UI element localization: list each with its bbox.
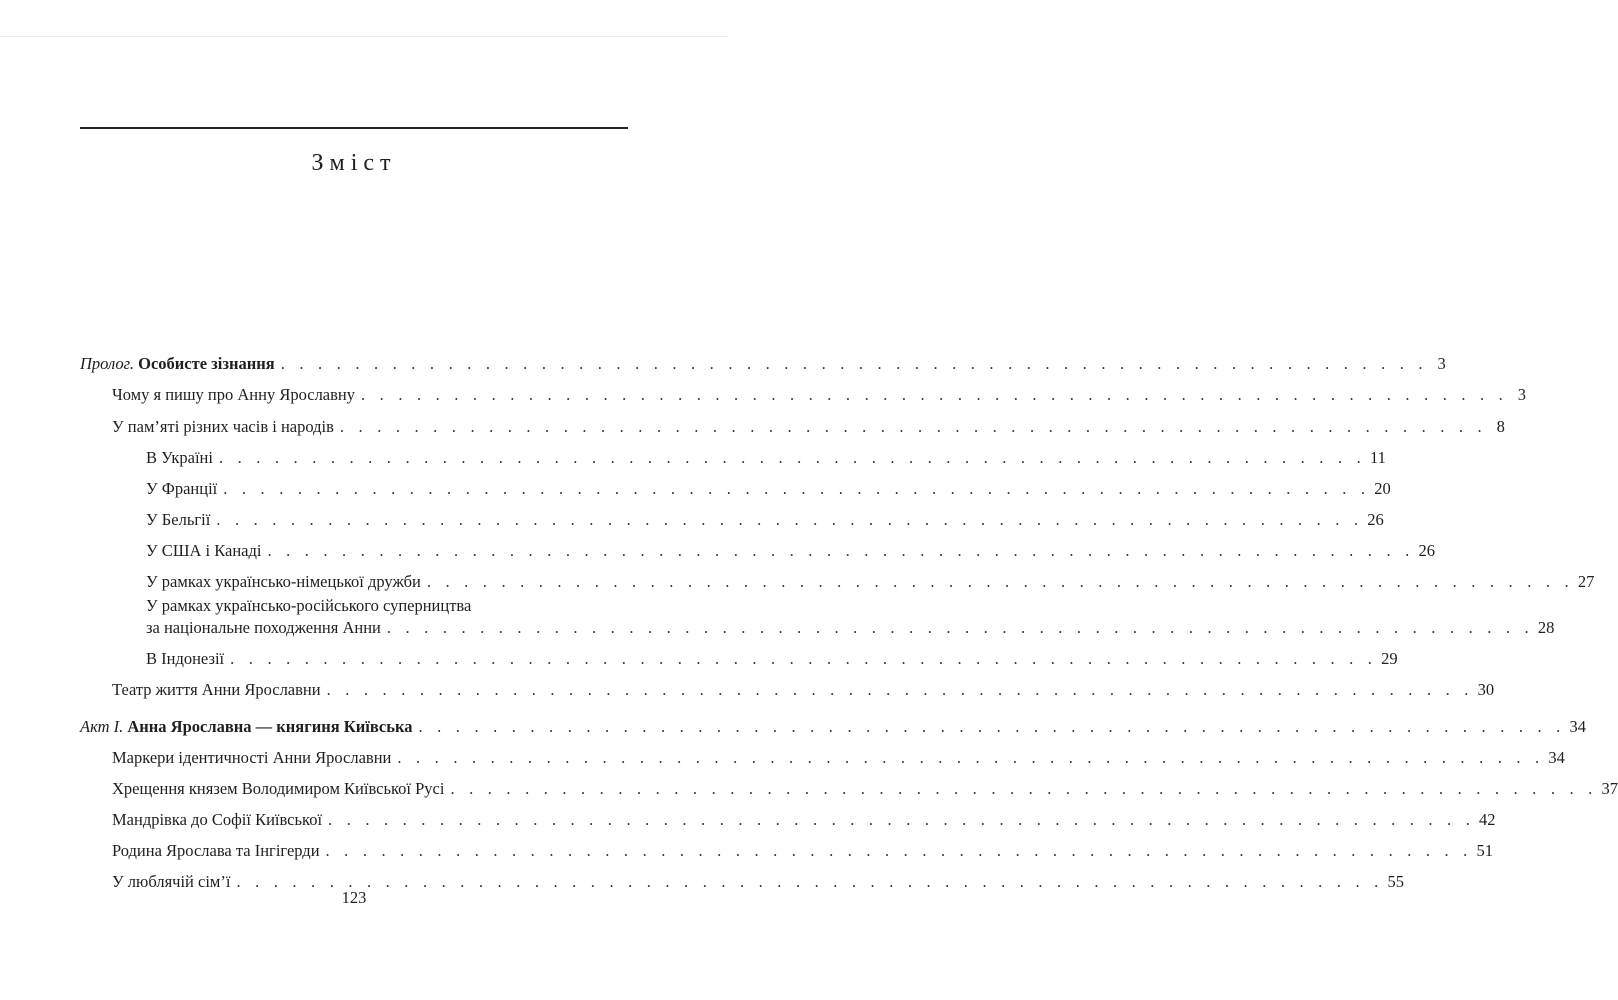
toc-entry[interactable] (112, 679, 1495, 701)
toc-subentry[interactable] (146, 571, 1595, 593)
toc-entry-act-1[interactable] (80, 716, 1586, 738)
entry-label: В Україні (146, 448, 213, 467)
entry-label: У США і Канаді (146, 541, 262, 560)
toc-entry[interactable] (112, 809, 1496, 831)
entry-label: У Бельгії (146, 510, 211, 529)
dot-leader: . . . . . . . . . . . . . . . . . . . . . . . . . . . . . . . . . . . . . . . . . . . . . . . . . . . . . . . . . . . . . . (339, 417, 1487, 436)
dot-leader: . . . . . . . . . . . . . . . . . . . . . . . . . . . . . . . . . . . . . . . . . . . . . . . . . . . . . . . . . . . . . . (386, 618, 1534, 637)
page-ref: 37 (1601, 779, 1618, 798)
page-ref: 42 (1479, 810, 1496, 829)
toc-subentry[interactable] (146, 509, 1384, 531)
page-ref: 11 (1369, 448, 1386, 467)
page-ref: 55 (1387, 872, 1404, 891)
page-ref: 8 (1496, 417, 1505, 436)
page-top-edge (0, 36, 728, 37)
dot-leader: . . . . . . . . . . . . . . . . . . . . . . . . . . . . . . . . . . . . . . . . . . . . . . . . . . . . . . . . . . . . . . (450, 779, 1598, 798)
page-ref: 28 (1537, 618, 1555, 637)
entry-label: У рамках українсько-німецької дружби (146, 572, 421, 591)
section-heading: Анна Ярославна — княгиня Київська (127, 717, 413, 736)
page-ref: 3 (1437, 354, 1446, 373)
dot-leader: . . . . . . . . . . . . . . . . . . . . . . . . . . . . . . . . . . . . . . . . . . . . . . . . . . . . . . . . . . . . . . (216, 510, 1364, 529)
toc-entry[interactable] (112, 778, 1618, 800)
page-ref: 26 (1418, 541, 1435, 560)
page-ref: 34 (1548, 748, 1565, 767)
page-ref: 3 (1517, 385, 1526, 404)
dot-leader: . . . . . . . . . . . . . . . . . . . . . . . . . . . . . . . . . . . . . . . . . . . . . . . . . . . . . . . . . . . . . . (230, 649, 1378, 668)
toc-subentry-line[interactable]: У рамках українсько-російського суперництва (146, 596, 472, 615)
page-ref: 51 (1476, 841, 1494, 860)
entry-label: У пам’яті різних часів і народів (112, 417, 334, 436)
entry-label: У Франції (146, 479, 218, 498)
entry-label: за національне походження Анни (146, 618, 381, 637)
page-ref: 34 (1569, 717, 1586, 736)
toc-entry[interactable] (112, 840, 1494, 862)
dot-leader: . . . . . . . . . . . . . . . . . . . . . . . . . . . . . . . . . . . . . . . . . . . . . . . . . . . . . . . . . . . . . . (236, 872, 1384, 891)
header-rule (80, 127, 628, 129)
toc-entry-prologue[interactable] (80, 353, 1446, 375)
dot-leader: . . . . . . . . . . . . . . . . . . . . . . . . . . . . . . . . . . . . . . . . . . . . . . . . . . . . . . . . . . . . . . (397, 748, 1545, 767)
dot-leader: . . . . . . . . . . . . . . . . . . . . . . . . . . . . . . . . . . . . . . . . . . . . . . . . . . . . . . . . . . . . . . (328, 810, 1476, 829)
dot-leader: . . . . . . . . . . . . . . . . . . . . . . . . . . . . . . . . . . . . . . . . . . . . . . . . . . . . . . . . . . . . . . (418, 717, 1566, 736)
entry-label: В Індонезії (146, 649, 225, 668)
dot-leader: . . . . . . . . . . . . . . . . . . . . . . . . . . . . . . . . . . . . . . . . . . . . . . . . . . . . . . . . . . . . . . (361, 385, 1508, 404)
dot-leader: . . . . . . . . . . . . . . . . . . . . . . . . . . . . . . . . . . . . . . . . . . . . . . . . . . . . . . . . . . . . . . (223, 479, 1371, 498)
dot-leader: . . . . . . . . . . . . . . . . . . . . . . . . . . . . . . . . . . . . . . . . . . . . . . . . . . . . . . . . . . . . . . (325, 841, 1473, 860)
page-ref: 20 (1374, 479, 1391, 498)
toc-subentry[interactable] (146, 617, 1555, 639)
section-prefix: Пролог. (80, 354, 134, 373)
dot-leader: . . . . . . . . . . . . . . . . . . . . . . . . . . . . . . . . . . . . . . . . . . . . . . . . . . . . . . . . . . . . . . (218, 448, 1366, 467)
dot-leader: . . . . . . . . . . . . . . . . . . . . . . . . . . . . . . . . . . . . . . . . . . . . . . . . . . . . . . . . . . . . . . (267, 541, 1415, 560)
page-ref: 27 (1577, 572, 1595, 591)
entry-label: Хрещення князем Володимиром Київської Русі (112, 779, 445, 798)
dot-leader: . . . . . . . . . . . . . . . . . . . . . . . . . . . . . . . . . . . . . . . . . . . . . . . . . . . . . . . . . . . . . . (326, 680, 1474, 699)
page-number: 123 (341, 888, 367, 907)
toc-subentry[interactable] (146, 648, 1398, 670)
toc-entry[interactable] (112, 747, 1565, 769)
page-ref: 26 (1367, 510, 1384, 529)
dot-leader: . . . . . . . . . . . . . . . . . . . . . . . . . . . . . . . . . . . . . . . . . . . . . . . . . . . . . . . . . . . . . . (280, 354, 1428, 373)
entry-label: У люблячій сім’ї (112, 872, 231, 891)
entry-label: Родина Ярослава та Інгігерди (112, 841, 320, 860)
entry-label: Театр життя Анни Ярославни (112, 680, 321, 699)
page-ref: 30 (1477, 680, 1495, 699)
toc-entry[interactable] (112, 384, 1526, 406)
toc-subentry[interactable] (146, 447, 1386, 469)
section-prefix: Акт І. (80, 717, 124, 736)
toc-subentry[interactable] (146, 540, 1435, 562)
entry-label: Маркери ідентичності Анни Ярославни (112, 748, 392, 767)
toc-subentry[interactable] (146, 478, 1391, 500)
page-title: Зміст (311, 150, 397, 176)
section-heading: Особисте зізнання (138, 354, 275, 373)
dot-leader: . . . . . . . . . . . . . . . . . . . . . . . . . . . . . . . . . . . . . . . . . . . . . . . . . . . . . . . . . . . . . . (426, 572, 1574, 591)
entry-label: Чому я пишу про Анну Ярославну (112, 385, 356, 404)
toc-entry[interactable] (112, 416, 1505, 438)
page-ref: 29 (1381, 649, 1398, 668)
entry-label: Мандрівка до Софії Київської (112, 810, 323, 829)
